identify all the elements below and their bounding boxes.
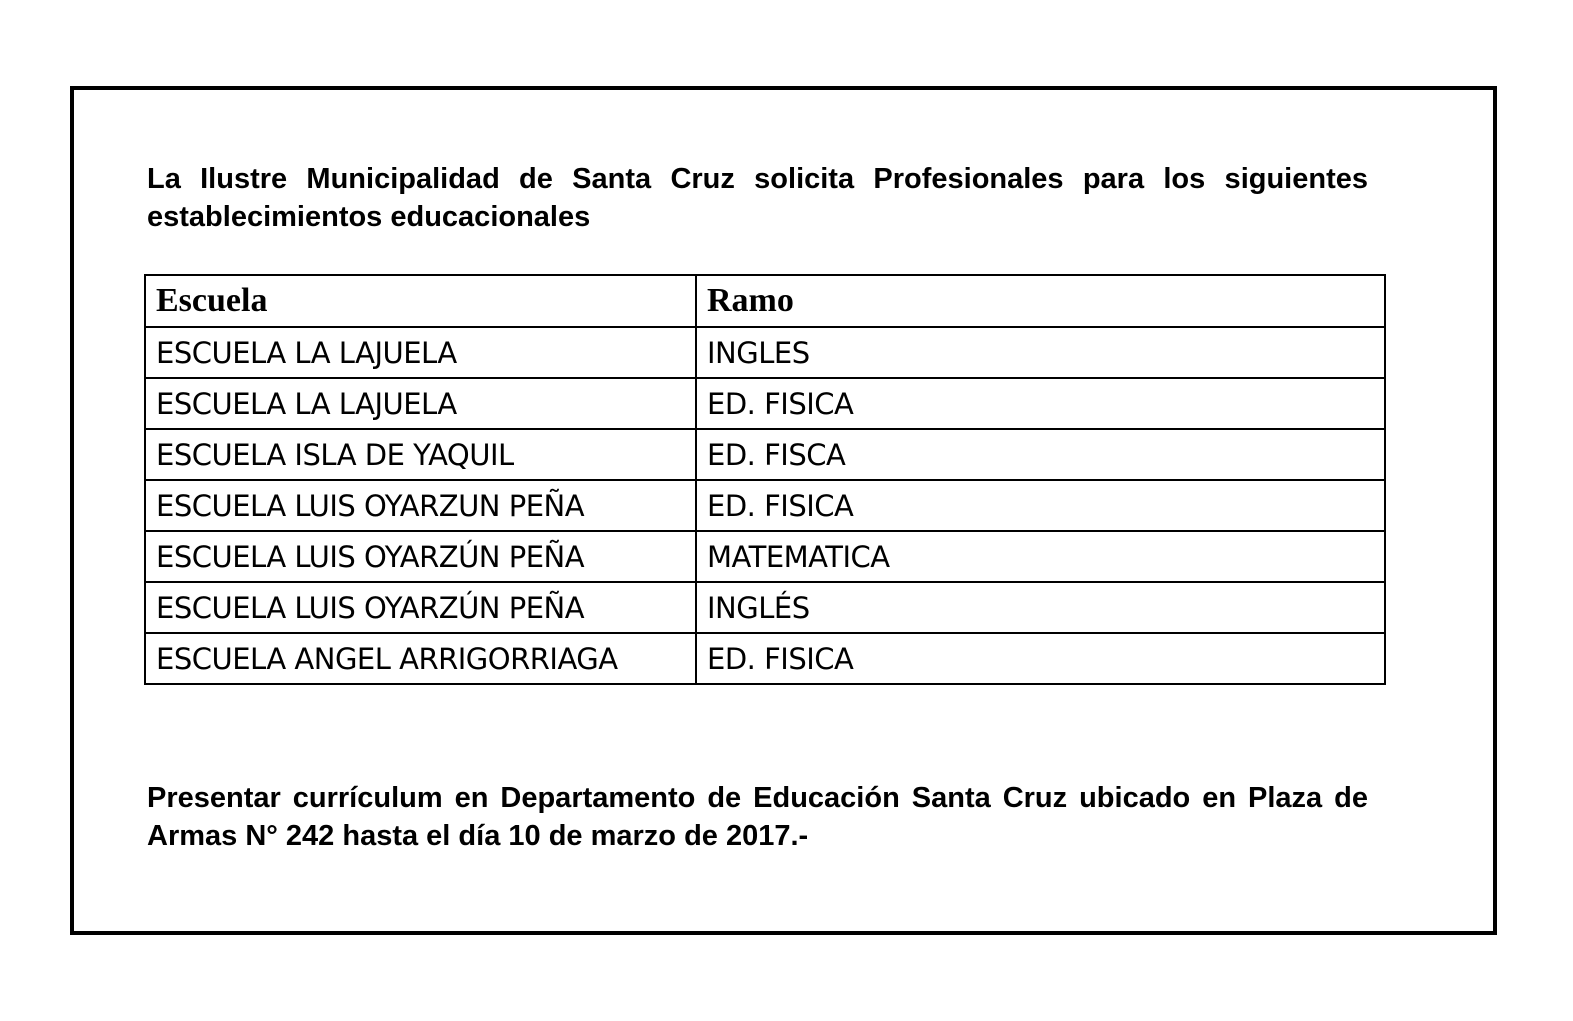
school-cell: ESCUELA ANGEL ARRIGORRIAGA bbox=[145, 633, 696, 684]
table-row bbox=[145, 531, 1385, 582]
header-subject: Ramo bbox=[696, 275, 1385, 327]
subject-cell: MATEMATICA bbox=[696, 531, 1385, 582]
school-cell: ESCUELA LA LAJUELA bbox=[145, 378, 696, 429]
table-row bbox=[145, 327, 1385, 378]
subject-cell: INGLÉS bbox=[696, 582, 1385, 633]
header-school: Escuela bbox=[145, 275, 696, 327]
subject-cell: INGLES bbox=[696, 327, 1385, 378]
subject-cell: ED. FISCA bbox=[696, 429, 1385, 480]
table-row bbox=[145, 633, 1385, 684]
school-cell: ESCUELA ISLA DE YAQUIL bbox=[145, 429, 696, 480]
school-cell: ESCUELA LUIS OYARZUN PEÑA bbox=[145, 480, 696, 531]
closing-paragraph: Presentar currículum en Departamento de Educación Santa Cruz ubicado en Plaza de Armas N° 242 hasta el día 10 de marzo de 2017.- bbox=[147, 782, 1368, 852]
table-row bbox=[145, 582, 1385, 633]
table-header-row bbox=[145, 275, 1385, 327]
subject-cell: ED. FISICA bbox=[696, 480, 1385, 531]
table-row bbox=[145, 429, 1385, 480]
school-cell: ESCUELA LUIS OYARZÚN PEÑA bbox=[145, 582, 696, 633]
subject-cell: ED. FISICA bbox=[696, 378, 1385, 429]
table-row bbox=[145, 378, 1385, 429]
vacancies-table bbox=[144, 274, 1386, 685]
subject-cell: ED. FISICA bbox=[696, 633, 1385, 684]
school-cell: ESCUELA LA LAJUELA bbox=[145, 327, 696, 378]
school-cell: ESCUELA LUIS OYARZÚN PEÑA bbox=[145, 531, 696, 582]
intro-paragraph: La Ilustre Municipalidad de Santa Cruz solicita Profesionales para los siguientes establecimientos educacionales bbox=[147, 163, 1368, 233]
table-row bbox=[145, 480, 1385, 531]
